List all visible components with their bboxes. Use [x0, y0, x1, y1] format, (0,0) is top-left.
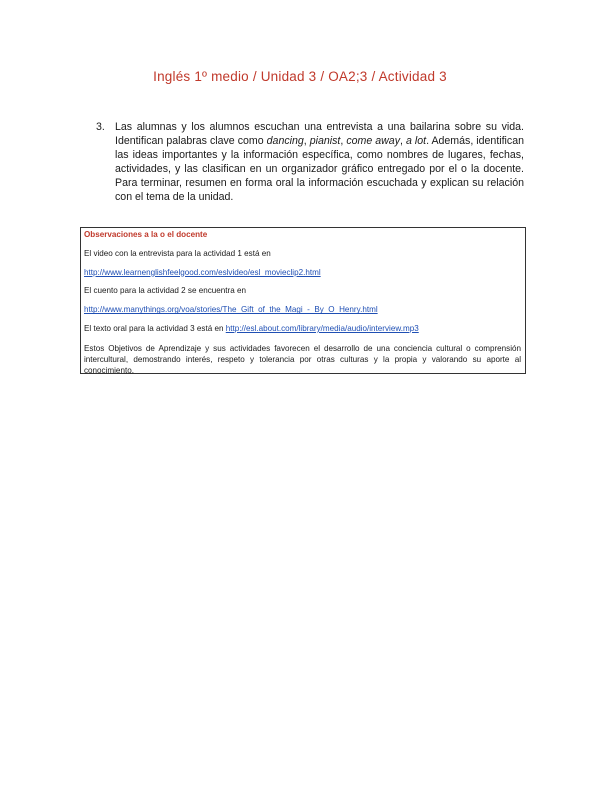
- keyword-dancing: dancing: [266, 135, 304, 147]
- keyword-separator: ,: [400, 135, 406, 147]
- teacher-notes-box: [80, 227, 526, 374]
- story-link[interactable]: http://www.manythings.org/voa/stories/The_Gift_of_the_Magi_-_By_O_Henry.html: [84, 305, 378, 315]
- video-link[interactable]: http://www.learnenglishfeelgood.com/eslvideo/esl_movieclip2.html: [84, 267, 321, 277]
- page-title: Inglés 1º medio / Unidad 3 / OA2;3 / Actividad 3: [153, 69, 447, 84]
- audio-link[interactable]: http://esl.about.com/library/media/audio/interview.mp3: [225, 323, 419, 333]
- notes-heading: Observaciones a la o el docente: [84, 230, 208, 239]
- activity-number: 3.: [96, 121, 105, 133]
- keyword-a-lot: a lot: [405, 135, 427, 147]
- activity-item: [96, 120, 524, 204]
- note-video-text: El video con la entrevista para la actividad 1 está en: [84, 248, 271, 258]
- note-story-text: El cuento para la actividad 2 se encuentra en: [84, 286, 246, 296]
- notes-paragraph: Estos Objetivos de Aprendizaje y sus actividades favorecen el desarrollo de una conciencia cultural o comprensión intercultural, demostrando interés, respeto y tolerancia por otras culturas y la propia y valorando su aporte al conocimiento.: [84, 343, 521, 376]
- activity-text-rest: . Además, identifican las ideas importantes y la información específica, como nombres de lugares, fechas, actividades, y las clasifican en un organizador gráfico entregado por el o la docente. Para terminar, resumen en forma oral la información escuchada y explican su relación con el tema de la unidad.: [115, 135, 524, 203]
- keyword-pianist: pianist: [309, 135, 341, 147]
- activity-text-intro: Las alumnas y los alumnos escuchan una entrevista a una bailarina sobre su vida. Identifican palabras clave como: [115, 121, 524, 147]
- note-audio-text: El texto oral para la actividad 3 está en: [84, 323, 226, 333]
- keyword-separator: ,: [303, 135, 310, 147]
- keyword-separator: ,: [340, 135, 347, 147]
- keyword-come-away: come away: [346, 135, 400, 147]
- activity-description: [115, 120, 524, 204]
